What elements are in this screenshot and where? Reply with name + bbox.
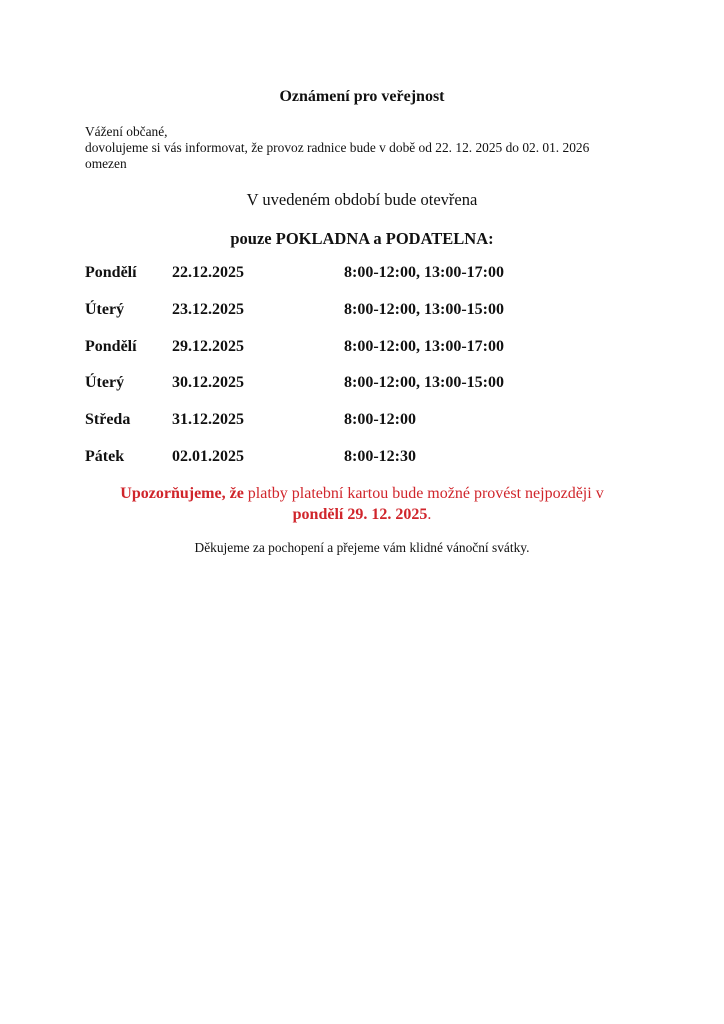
greeting: Vážení občané, [85, 124, 168, 139]
intro-line-2: omezen [85, 156, 127, 171]
schedule-row [85, 336, 645, 358]
thanks-line: Děkujeme za pochopení a přejeme vám klidné vánoční svátky. [194, 540, 530, 555]
intro-line-1: dovolujeme si vás informovat, že provoz radnice bude v době od 22. 12. 2025 do 02. 01. 2026 [85, 140, 590, 155]
schedule-date: 31.12.2025 [172, 411, 244, 428]
schedule-row [85, 409, 645, 431]
notice-lead: Upozorňujeme, že [120, 485, 244, 502]
notice-date: pondělí 29. 12. 2025 [292, 506, 428, 523]
schedule-hours: 8:00-12:00, 13:00-17:00 [344, 264, 504, 281]
payment-notice [60, 483, 664, 525]
schedule-date: 29.12.2025 [172, 338, 244, 355]
schedule-day: Středa [85, 411, 131, 428]
schedule-day: Úterý [85, 374, 125, 391]
schedule-day: Pondělí [85, 338, 137, 355]
schedule-date: 22.12.2025 [172, 264, 244, 281]
schedule-day: Pondělí [85, 264, 137, 281]
schedule-hours: 8:00-12:00, 13:00-15:00 [344, 301, 504, 318]
schedule-date: 02.01.2025 [172, 448, 244, 465]
schedule-hours: 8:00-12:00 [344, 411, 416, 428]
notice-end: . [427, 506, 432, 523]
intro-paragraph [85, 124, 655, 172]
schedule-row [85, 299, 645, 321]
schedule-day: Úterý [85, 301, 125, 318]
schedule-date: 23.12.2025 [172, 301, 244, 318]
schedule-date: 30.12.2025 [172, 374, 244, 391]
notice-text: platby platební kartou bude možné provést nejpozději v [243, 485, 604, 502]
schedule-row [85, 372, 645, 394]
document-title: Oznámení pro veřejnost [279, 88, 445, 105]
schedule-row [85, 446, 645, 468]
schedule-row [85, 262, 645, 284]
schedule-hours: 8:00-12:00, 13:00-15:00 [344, 374, 504, 391]
period-text: V uvedeném období bude otevřena [246, 190, 478, 209]
schedule-hours: 8:00-12:00, 13:00-17:00 [344, 338, 504, 355]
schedule-hours: 8:00-12:30 [344, 448, 416, 465]
schedule-day: Pátek [85, 448, 125, 465]
open-offices-subtitle: pouze POKLADNA a PODATELNA: [230, 229, 494, 248]
